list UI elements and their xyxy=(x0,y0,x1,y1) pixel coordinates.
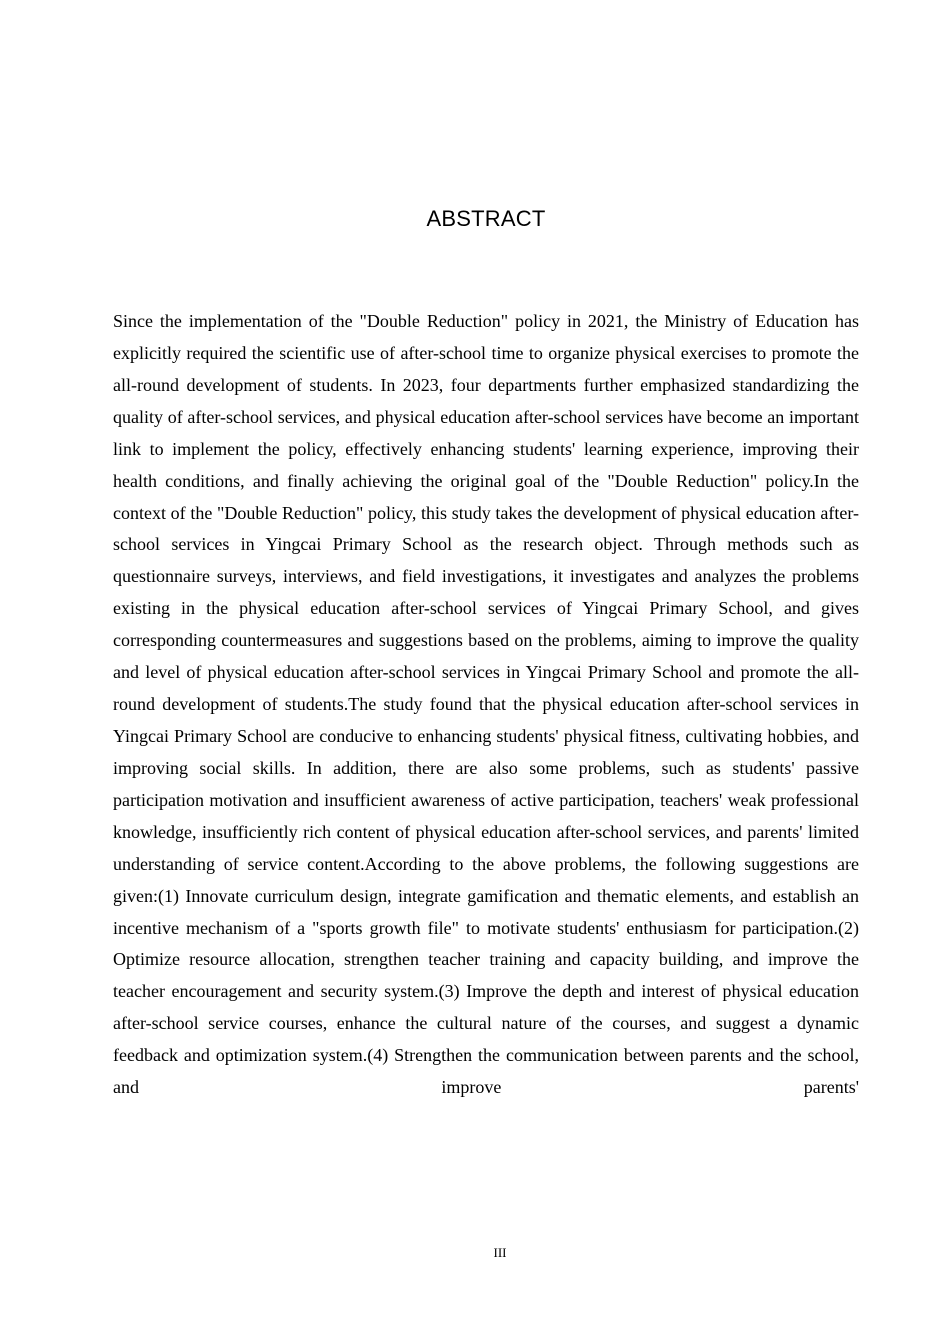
page-number: III xyxy=(493,1245,507,1260)
abstract-paragraph: Since the implementation of the "Double Reduction" policy in 2021, the Ministry of Education has explicitly required the scientific use of after-school time to organize physical exercises to promote the all-round development of students. In 2023, four departments further emphasized standardizing the quality of after-school services, and physical education after-school services have become an important link to implement the policy, effectively enhancing students' learning experience, improving their health conditions, and finally achieving the original goal of the "Double Reduction" policy.In the context of the "Double Reduction" policy, this study takes the development of physical education after-school services in Yingcai Primary School as the research object. Through methods such as questionnaire surveys, interviews, and field investigations, it investigates and analyzes the problems existing in the physical education after-school services of Yingcai Primary School, and gives corresponding countermeasures and suggestions based on the problems, aiming to improve the quality and level of physical education after-school services in Yingcai Primary School and promote the all-round development of students.The study found that the physical education after-school services in Yingcai Primary School are conducive to enhancing students' physical fitness, cultivating hobbies, and improving social skills. In addition, there are also some problems, such as students' passive participation motivation and insufficient awareness of active participation, teachers' weak professional knowledge, insufficiently rich content of physical education after-school services, and parents' limited understanding of service content.According to the above problems, the following suggestions are given:(1) Innovate curriculum design, integrate gamification and thematic elements, and establish an incentive mechanism of a "sports growth file" to motivate students' enthusiasm for participation.(2) Optimize resource allocation, strengthen teacher training and capacity building, and improve the teacher encouragement and security system.(3) Improve the depth and interest of physical education after-school service courses, enhance the cultural nature of the courses, and suggest a dynamic feedback and optimization system.(4) Strengthen the communication between parents and the school, and improve parents' xyxy=(113,311,859,1098)
page-title: ABSTRACT xyxy=(426,206,546,231)
